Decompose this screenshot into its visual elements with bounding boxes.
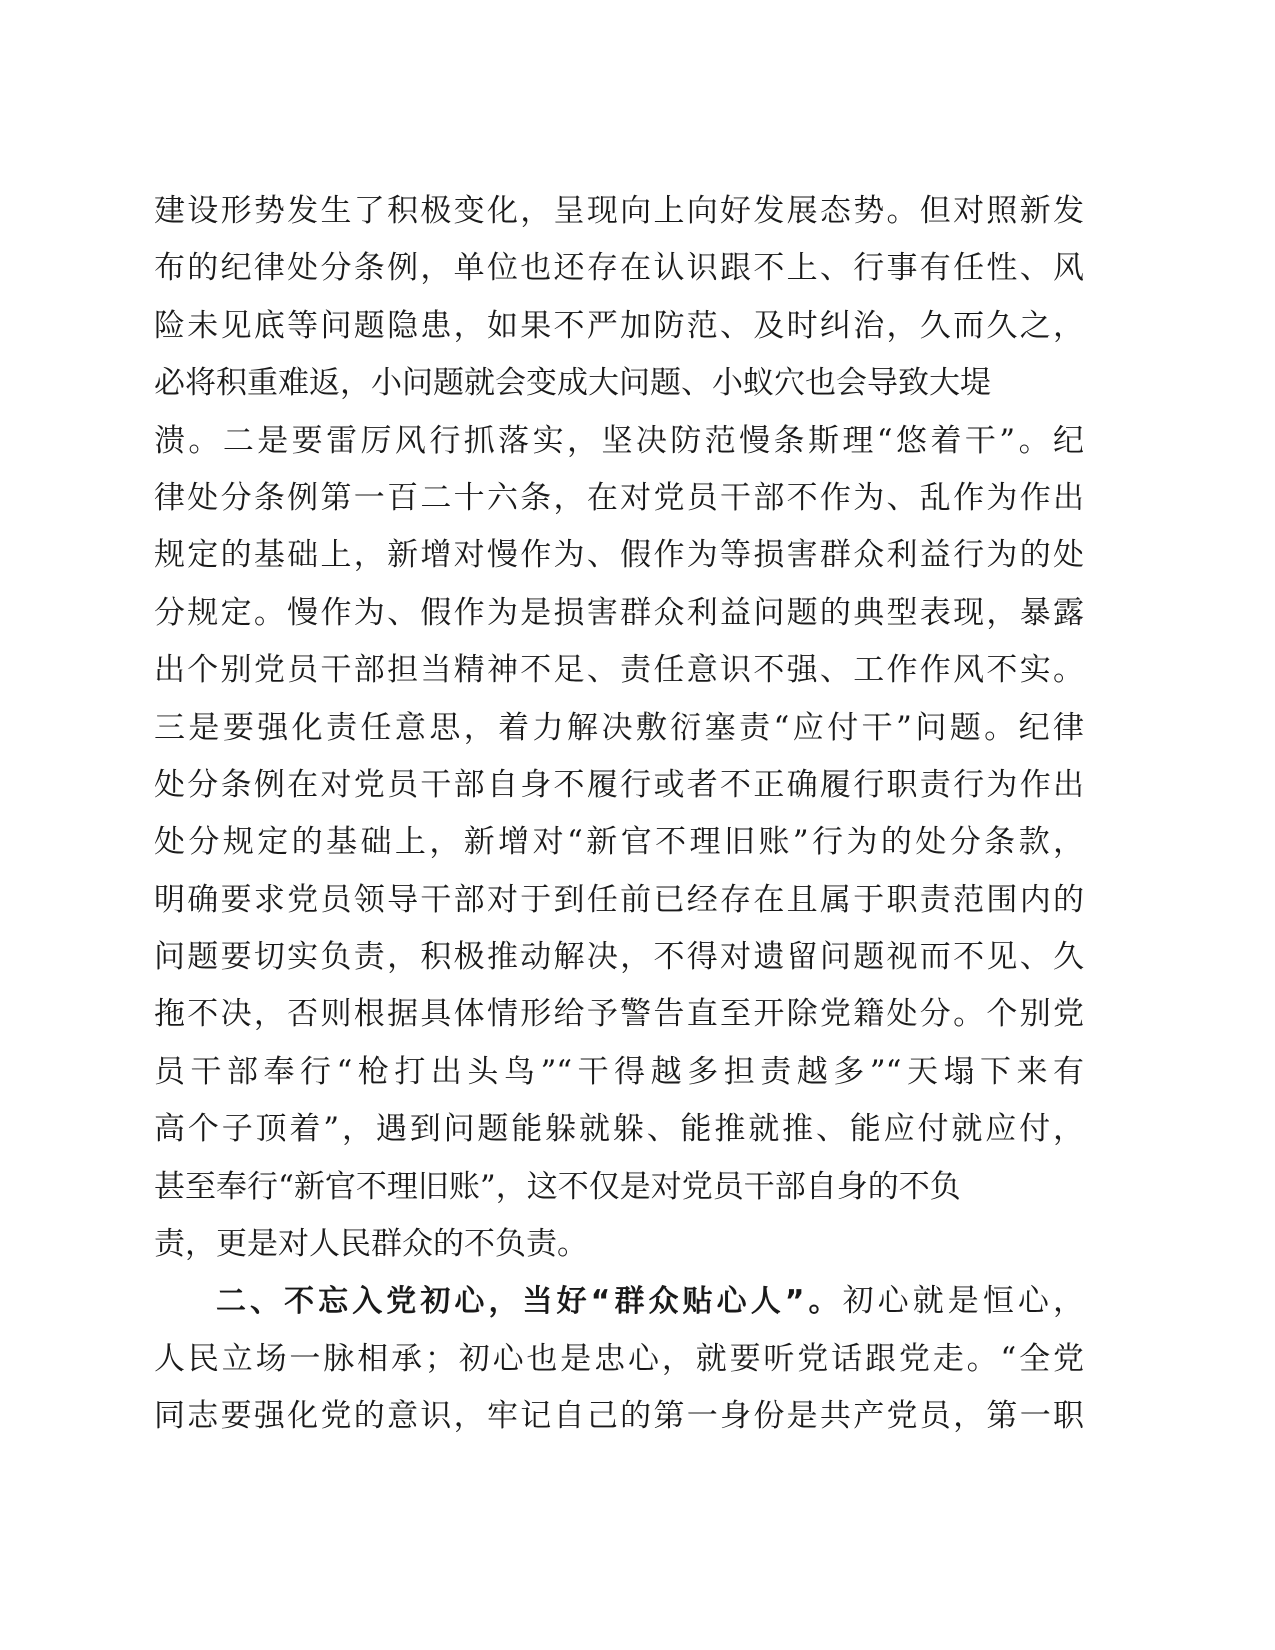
text-line: 律处分条例第一百二十六条，在对党员干部不作为、乱作为作出 xyxy=(154,479,1084,516)
text-line: 建设形势发生了积极变化，呈现向上向好发展态势。但对照新发 xyxy=(154,193,1084,229)
text-line: 必将积重难返，小问题就会变成大问题、小蚁穴也会导致大堤 xyxy=(154,365,991,402)
text-line: 处分条例在对党员干部自身不履行或者不正确履行职责行为作出 xyxy=(154,766,1084,803)
text-line: 责，更是对人民群众的不负责。 xyxy=(154,1226,588,1263)
text-line: 布的纪律处分条例，单位也还存在认识跟不上、行事有任性、风 xyxy=(154,250,1084,287)
text-line: 拖不决，否则根据具体情形给予警告直至开除党籍处分。个别党 xyxy=(154,996,1084,1033)
text-line: 人民立场一脉相承；初心也是忠心，就要听党话跟党走。“全党 xyxy=(154,1340,1084,1377)
text-line: 明确要求党员领导干部对于到任前已经存在且属于职责范围内的 xyxy=(154,881,1084,918)
section-heading-continuation: 初心就是恒心， xyxy=(842,1283,1084,1320)
section-heading: 二、不忘入党初心，当好“群众贴心人”。 xyxy=(216,1284,843,1320)
text-line: 甚至奉行“新官不理旧账”，这不仅是对党员干部自身的不负 xyxy=(154,1168,961,1205)
text-line: 险未见底等问题隐患，如果不严加防范、及时纠治，久而久之， xyxy=(154,307,1084,344)
section-heading-line xyxy=(154,1273,1084,1330)
text-line: 处分规定的基础上，新增对“新官不理旧账”行为的处分条款， xyxy=(154,824,1084,861)
text-line: 出个别党员干部担当精神不足、责任意识不强、工作作风不实。 xyxy=(154,652,1084,689)
text-line: 分规定。慢作为、假作为是损害群众利益问题的典型表现，暴露 xyxy=(154,594,1084,631)
text-line: 高个子顶着”，遇到问题能躲就躲、能推就推、能应付就应付， xyxy=(154,1111,1084,1148)
text-line: 三是要强化责任意思，着力解决敷衍塞责“应付干”问题。纪律 xyxy=(154,709,1084,746)
text-line: 同志要强化党的意识，牢记自己的第一身份是共产党员，第一职 xyxy=(154,1398,1084,1435)
text-line: 溃。二是要雷厉风行抓落实，坚决防范慢条斯理“悠着干”。纪 xyxy=(154,422,1084,459)
text-line: 规定的基础上，新增对慢作为、假作为等损害群众利益行为的处 xyxy=(154,537,1084,574)
text-line: 问题要切实负责，积极推动解决，不得对遗留问题视而不见、久 xyxy=(154,939,1084,976)
body-text xyxy=(154,183,1084,1446)
text-line: 员干部奉行“枪打出头鸟”“干得越多担责越多”“天塌下来有 xyxy=(154,1053,1084,1090)
